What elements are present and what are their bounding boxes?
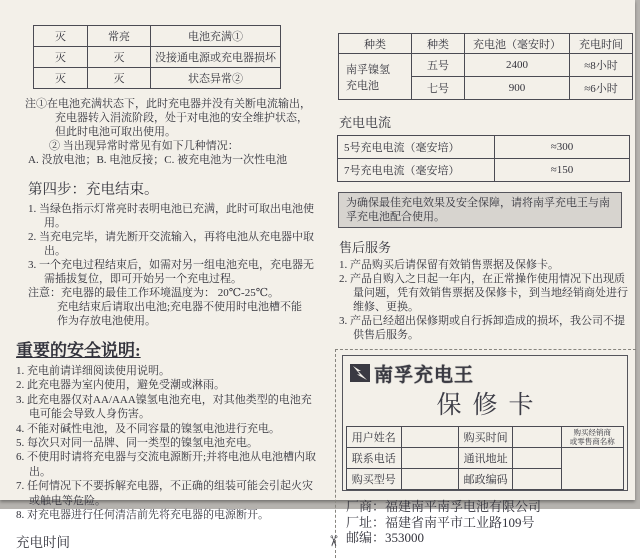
brand-line: 南孚镍氢 xyxy=(346,63,390,76)
column-header: 种类 xyxy=(412,34,465,54)
field-value-blank xyxy=(513,448,561,469)
section-title-charge-time: 充电时间 xyxy=(16,535,70,551)
list-item: 6. 不使用时请将充电器与交流电源断开;并将电池从电池槽内取出。 xyxy=(16,451,317,478)
current-value-cell: ≈150 xyxy=(495,159,630,182)
current-label-cell: 5号充电电流（毫安培） xyxy=(338,136,495,159)
section-title-service: 售后服务 xyxy=(339,240,392,255)
caution-note xyxy=(28,286,324,328)
status-cell: 状态异常② xyxy=(151,68,281,89)
field-value-blank xyxy=(401,469,458,490)
address-line: 厂址：福建省南平市工业路109号 xyxy=(346,514,535,530)
list-item: 5. 每次只对同一品牌、同一类型的镍氢电池充电。 xyxy=(16,437,258,450)
field-label: 邮政编码 xyxy=(458,469,513,490)
indicator-status-table xyxy=(33,25,281,89)
status-cell: 灭 xyxy=(34,68,88,89)
table-row xyxy=(338,159,630,182)
list-item: 4. 不能对碱性电池，及不同容量的镍氢电池进行充电。 xyxy=(16,422,280,435)
column-header: 种类 xyxy=(339,34,412,54)
spec-cell: ≈6小时 xyxy=(570,77,633,100)
spec-cell: ≈8小时 xyxy=(570,54,633,77)
spec-cell: 2400 xyxy=(465,54,570,77)
warranty-form-table xyxy=(346,426,624,490)
nanfu-logo-icon xyxy=(349,362,371,384)
status-cell: 灭 xyxy=(34,26,88,47)
dealer-label-line: 或零售商名称 xyxy=(569,437,615,446)
list-item: 3. 此充电器仅对AA/AAA镍氢电池充电，对其他类型的电池充电可能会导致人身伤害。 xyxy=(16,393,312,421)
status-cell: 电池充满① xyxy=(151,26,281,47)
dealer-label-line: 购买经销商 xyxy=(573,428,612,437)
list-item: 1. 当绿色指示灯常亮时表明电池已充满，此时可取出电池使用。 xyxy=(28,203,314,229)
service-list xyxy=(339,258,631,342)
table-row xyxy=(347,448,624,469)
field-label: 用户姓名 xyxy=(347,427,402,448)
battery-spec-table xyxy=(338,33,633,100)
warranty-card xyxy=(342,355,628,491)
footnote-line: A. 没放电池；B. 电池反接；C. 被充电池为一次性电池 xyxy=(28,154,288,166)
status-cell: 灭 xyxy=(34,47,88,68)
table-row xyxy=(34,26,281,47)
best-practice-notice: 为确保最佳充电效果及安全保障，请将南孚充电王与南孚充电池配合使用。 xyxy=(338,192,622,228)
spec-cell: 五号 xyxy=(412,54,465,77)
footnotes xyxy=(25,97,328,167)
current-value-cell: ≈300 xyxy=(495,136,630,159)
field-label: 联系电话 xyxy=(347,448,402,469)
list-item: 3. 一个充电过程结束后，如需对另一组电池充电，充电器无需插拔复位，即可开始另一个充电过程。 xyxy=(28,259,314,285)
table-row xyxy=(347,427,624,448)
section-title-current: 充电电流 xyxy=(339,115,392,130)
table-row xyxy=(34,47,281,68)
right-column xyxy=(324,0,637,558)
column-header: 充电池（毫安时） xyxy=(465,34,570,54)
safety-list xyxy=(16,364,322,522)
table-row xyxy=(338,136,630,159)
list-item: 2. 产品自购入之日起一年内，在正常操作使用情况下出现质量问题，凭有效销售票据及保修卡，到当地经销商处进行维修、更换。 xyxy=(339,273,628,313)
field-label: 购买型号 xyxy=(347,469,402,490)
status-cell: 灭 xyxy=(88,68,151,89)
warranty-card-title: 保修卡 xyxy=(436,392,545,419)
section-title-step4: 第四步：充电结束。 xyxy=(28,182,159,198)
brand-logo xyxy=(349,361,624,385)
status-cell: 没接通电源或充电器损坏 xyxy=(151,47,281,68)
caution-line: 作为存放电池使用。 xyxy=(57,315,156,327)
caution-line: 注意：充电器的最佳工作环境温度为： 20℃-25℃。 xyxy=(28,287,280,299)
footnote-line: ② 当出现异常时常见有如下几种情况： xyxy=(49,140,239,152)
left-column xyxy=(8,0,328,551)
field-value-blank xyxy=(401,448,458,469)
dealer-name-label xyxy=(561,427,623,448)
table-header-row xyxy=(339,34,633,54)
list-item: 1. 充电前请详细阅读使用说明。 xyxy=(16,365,170,377)
scissors-icon: ✂ xyxy=(324,534,343,547)
field-value-blank xyxy=(513,427,561,448)
status-cell: 常亮 xyxy=(88,26,151,47)
field-value-blank xyxy=(401,427,458,448)
manufacturer-line: 厂商：福建南平南孚电池有限公司 xyxy=(346,499,542,514)
list-item: 7. 任何情况下不要拆解充电器，不正确的组装可能会引起火灾或触电等危险。 xyxy=(16,480,313,507)
spec-cell: 七号 xyxy=(412,77,465,100)
spec-cell: 900 xyxy=(465,77,570,100)
list-item: 1. 产品购买后请保留有效销售票据及保修卡。 xyxy=(339,259,559,271)
warranty-cutout-region xyxy=(324,349,636,558)
list-item: 8. 对充电器进行任何清洁前先将充电器的电源断开。 xyxy=(16,509,269,522)
step4-list xyxy=(28,202,322,286)
field-label: 通讯地址 xyxy=(458,448,513,469)
current-label-cell: 7号充电电流（毫安培） xyxy=(338,159,495,182)
field-label: 购买时间 xyxy=(458,427,513,448)
dealer-name-blank xyxy=(561,448,623,490)
table-row xyxy=(34,68,281,89)
status-cell: 灭 xyxy=(88,47,151,68)
column-header: 充电时间 xyxy=(570,34,633,54)
footnote-line: 充电器转入涓流阶段，处于对电池的安全维护状态， xyxy=(55,112,308,124)
caution-line: 充电结束后请取出电池;充电器不使用时电池槽不能 xyxy=(57,301,303,313)
logo-text: 南孚充电王 xyxy=(374,364,475,386)
footnote-line: 注①在电池充满状态下，此时充电器并没有关断电流输出， xyxy=(25,98,311,110)
manufacturer-info xyxy=(346,499,636,546)
brand-line: 充电池 xyxy=(346,79,379,92)
list-item: 3. 产品已经超出保修期或自行拆卸造成的损坏，我公司不提供售后服务。 xyxy=(339,315,625,341)
table-row xyxy=(339,54,633,77)
list-item: 2. 此充电器为室内使用，避免受潮或淋雨。 xyxy=(16,379,225,392)
field-value-blank xyxy=(513,469,561,490)
list-item: 2. 当充电完毕，请先断开交流输入，再将电池从充电器中取出。 xyxy=(28,231,314,257)
brand-cell xyxy=(339,54,412,100)
postcode-line: 邮编：353000 xyxy=(346,530,425,545)
footnote-line: 但此时电池可取出使用。 xyxy=(55,126,176,138)
charge-current-table xyxy=(337,135,630,182)
section-title-safety: 重要的安全说明: xyxy=(16,341,141,360)
